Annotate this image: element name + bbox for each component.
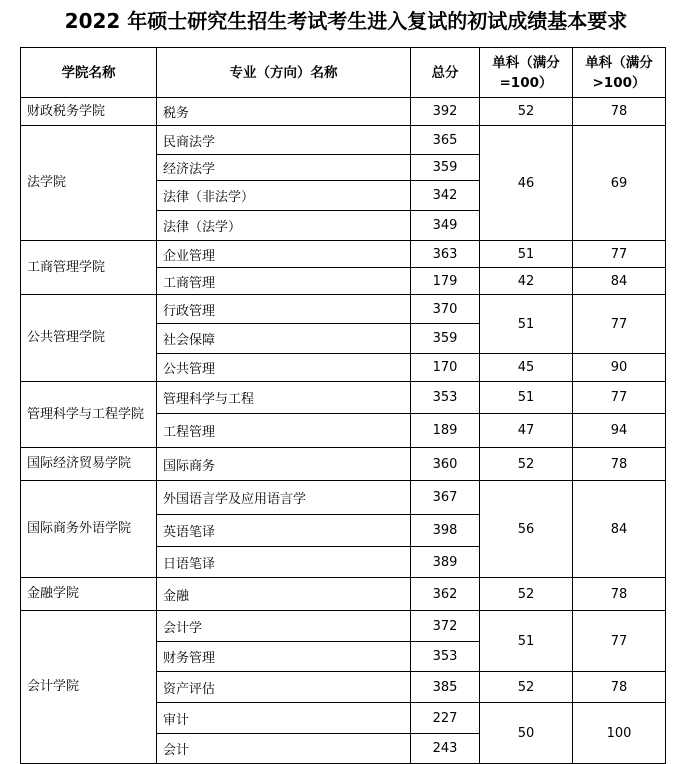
table-row xyxy=(21,241,666,268)
major-name: 外国语言学及应用语言学 xyxy=(157,481,411,515)
header-school: 学院名称 xyxy=(21,48,157,98)
major-name: 民商法学 xyxy=(157,126,411,155)
single-gt100-score: 78 xyxy=(573,98,666,126)
school-name: 工商管理学院 xyxy=(21,241,157,295)
table-row xyxy=(21,295,666,324)
total-score: 353 xyxy=(411,382,480,414)
major-name: 会计学 xyxy=(157,611,411,642)
single-100-score: 46 xyxy=(480,126,573,241)
major-name: 经济法学 xyxy=(157,155,411,181)
total-score: 349 xyxy=(411,211,480,241)
total-score: 389 xyxy=(411,547,480,578)
total-score: 365 xyxy=(411,126,480,155)
single-100-score: 51 xyxy=(480,382,573,414)
school-name: 国际经济贸易学院 xyxy=(21,448,157,481)
table-row xyxy=(21,448,666,481)
single-100-score: 52 xyxy=(480,578,573,611)
total-score: 372 xyxy=(411,611,480,642)
school-name: 会计学院 xyxy=(21,611,157,764)
table-row xyxy=(21,382,666,414)
school-name: 金融学院 xyxy=(21,578,157,611)
major-name: 法律（法学） xyxy=(157,211,411,241)
total-score: 363 xyxy=(411,241,480,268)
single-100-score: 52 xyxy=(480,448,573,481)
major-name: 公共管理 xyxy=(157,354,411,382)
total-score: 367 xyxy=(411,481,480,515)
total-score: 243 xyxy=(411,734,480,764)
major-name: 审计 xyxy=(157,703,411,734)
single-gt100-score: 84 xyxy=(573,268,666,295)
single-100-score: 50 xyxy=(480,703,573,764)
major-name: 资产评估 xyxy=(157,672,411,703)
single-100-score: 51 xyxy=(480,295,573,354)
major-name: 企业管理 xyxy=(157,241,411,268)
header-row xyxy=(21,48,666,98)
major-name: 工程管理 xyxy=(157,414,411,448)
single-gt100-score: 78 xyxy=(573,672,666,703)
header-total: 总分 xyxy=(411,48,480,98)
total-score: 353 xyxy=(411,642,480,672)
major-name: 工商管理 xyxy=(157,268,411,295)
table-row xyxy=(21,578,666,611)
total-score: 385 xyxy=(411,672,480,703)
single-gt100-score: 77 xyxy=(573,295,666,354)
major-name: 财务管理 xyxy=(157,642,411,672)
total-score: 359 xyxy=(411,155,480,181)
single-gt100-score: 77 xyxy=(573,241,666,268)
single-100-score: 47 xyxy=(480,414,573,448)
single-gt100-score: 84 xyxy=(573,481,666,578)
single-gt100-score: 77 xyxy=(573,611,666,672)
major-name: 法律（非法学） xyxy=(157,181,411,211)
total-score: 360 xyxy=(411,448,480,481)
major-name: 会计 xyxy=(157,734,411,764)
total-score: 362 xyxy=(411,578,480,611)
table-row xyxy=(21,98,666,126)
header-single-100: 单科（满分=100） xyxy=(480,48,573,98)
header-single-gt100: 单科（满分>100） xyxy=(573,48,666,98)
school-name: 财政税务学院 xyxy=(21,98,157,126)
single-gt100-score: 100 xyxy=(573,703,666,764)
major-name: 英语笔译 xyxy=(157,515,411,547)
single-100-score: 52 xyxy=(480,672,573,703)
single-gt100-score: 78 xyxy=(573,578,666,611)
total-score: 227 xyxy=(411,703,480,734)
score-requirements-table xyxy=(20,47,666,764)
single-100-score: 52 xyxy=(480,98,573,126)
major-name: 管理科学与工程 xyxy=(157,382,411,414)
single-gt100-score: 90 xyxy=(573,354,666,382)
total-score: 370 xyxy=(411,295,480,324)
page-title: 2022 年硕士研究生招生考试考生进入复试的初试成绩基本要求 xyxy=(64,9,628,33)
total-score: 179 xyxy=(411,268,480,295)
major-name: 行政管理 xyxy=(157,295,411,324)
single-100-score: 45 xyxy=(480,354,573,382)
total-score: 189 xyxy=(411,414,480,448)
major-name: 金融 xyxy=(157,578,411,611)
school-name: 法学院 xyxy=(21,126,157,241)
single-gt100-score: 77 xyxy=(573,382,666,414)
school-name: 管理科学与工程学院 xyxy=(21,382,157,448)
total-score: 342 xyxy=(411,181,480,211)
major-name: 日语笔译 xyxy=(157,547,411,578)
total-score: 392 xyxy=(411,98,480,126)
table-row xyxy=(21,481,666,515)
single-100-score: 51 xyxy=(480,611,573,672)
table-row xyxy=(21,126,666,155)
single-gt100-score: 78 xyxy=(573,448,666,481)
school-name: 国际商务外语学院 xyxy=(21,481,157,578)
single-100-score: 42 xyxy=(480,268,573,295)
header-major: 专业（方向）名称 xyxy=(157,48,411,98)
major-name: 税务 xyxy=(157,98,411,126)
single-gt100-score: 69 xyxy=(573,126,666,241)
total-score: 359 xyxy=(411,324,480,354)
major-name: 社会保障 xyxy=(157,324,411,354)
single-100-score: 51 xyxy=(480,241,573,268)
single-gt100-score: 94 xyxy=(573,414,666,448)
total-score: 170 xyxy=(411,354,480,382)
total-score: 398 xyxy=(411,515,480,547)
school-name: 公共管理学院 xyxy=(21,295,157,382)
single-100-score: 56 xyxy=(480,481,573,578)
table-row xyxy=(21,611,666,642)
major-name: 国际商务 xyxy=(157,448,411,481)
